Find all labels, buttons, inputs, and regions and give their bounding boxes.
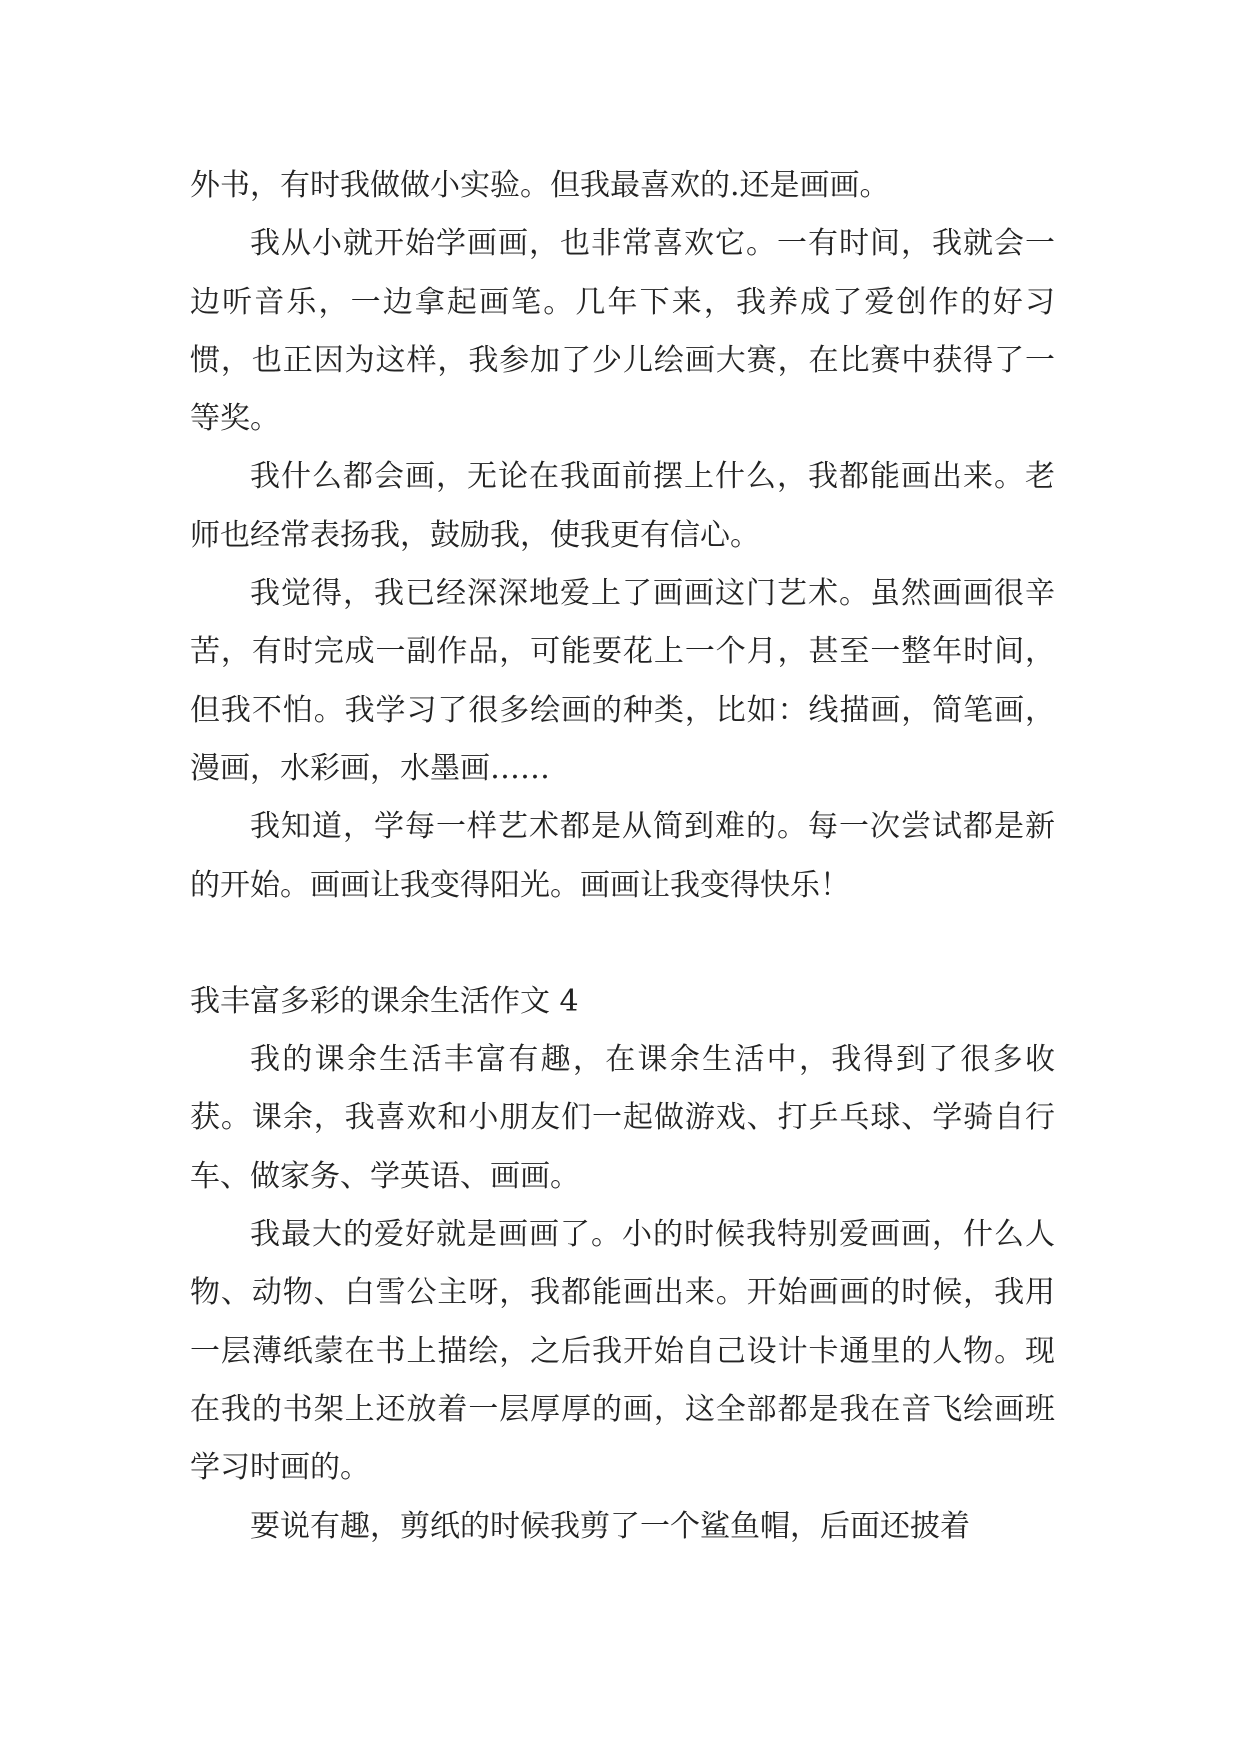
paragraph: 我知道，学每一样艺术都是从简到难的。每一次尝试都是新的开始。画画让我变得阳光。画画让我变得快乐！ xyxy=(190,809,1055,903)
paragraph: 我觉得，我已经深深地爱上了画画这门艺术。虽然画画很辛苦，有时完成一副作品，可能要花上一个月，甚至一整年时间，但我不怕。我学习了很多绘画的种类，比如：线描画，简笔画，漫画，水彩画，水墨画…… xyxy=(190,576,1055,786)
paragraph: 我的课余生活丰富有趣，在课余生活中，我得到了很多收获。课余，我喜欢和小朋友们一起做游戏、打乒乓球、学骑自行车、做家务、学英语、画画。 xyxy=(190,1042,1055,1194)
paragraph: 我最大的爱好就是画画了。小的时候我特别爱画画，什么人物、动物、白雪公主呀，我都能画出来。开始画画的时候，我用一层薄纸蒙在书上描绘，之后我开始自己设计卡通里的人物。现在我的书架上还放着一层厚厚的画，这全部都是我在音飞绘画班学习时画的。 xyxy=(190,1217,1055,1486)
document-body xyxy=(190,157,1055,1556)
paragraph: 要说有趣，剪纸的时候我剪了一个鲨鱼帽，后面还披着 xyxy=(250,1508,970,1544)
section-title: 我丰富多彩的课余生活作文 4 xyxy=(190,983,579,1019)
paragraph: 我从小就开始学画画，也非常喜欢它。一有时间，我就会一边听音乐，一边拿起画笔。几年下来，我养成了爱创作的好习惯，也正因为这样，我参加了少儿绘画大赛，在比赛中获得了一等奖。 xyxy=(190,226,1055,437)
paragraph: 我什么都会画，无论在我面前摆上什么，我都能画出来。老师也经常表扬我，鼓励我，使我更有信心。 xyxy=(190,459,1055,553)
paragraph-continued: 外书，有时我做做小实验。但我最喜欢的.还是画画。 xyxy=(190,168,890,203)
